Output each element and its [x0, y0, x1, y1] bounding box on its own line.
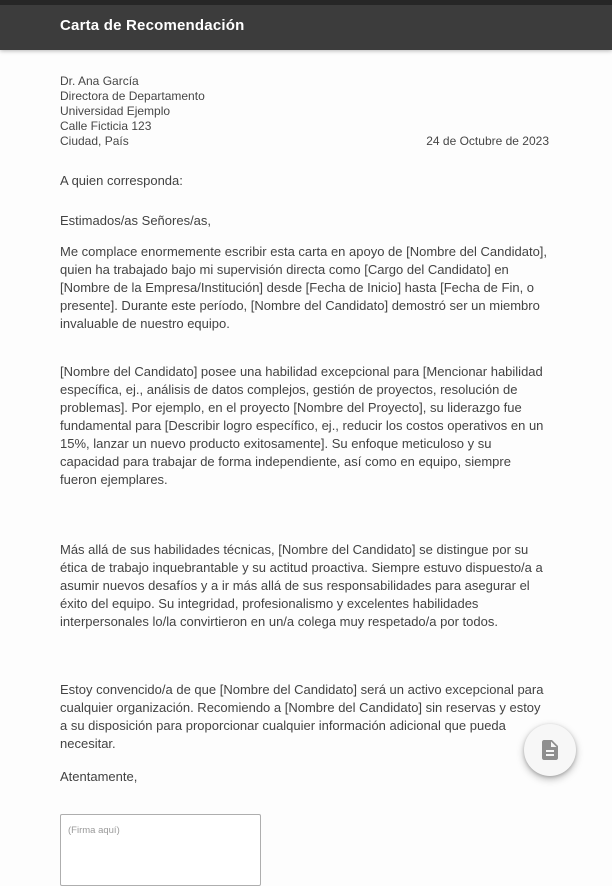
letter-paragraph: Más allá de sus habilidades técnicas, [Nombre del Candidato] se distingue por su ética de trabajo inquebrantable y su actitud proactiva. Siempre estuvo dispuesto/a a asumir nuevos desafíos y a ir más allá de sus responsabilidades para asegurar el éxito del equipo. Su integridad, profesionalismo y excelentes habilidades interpersonales lo/la convirtieron en un/a colega muy respetado/a por todos.	[60, 542, 543, 629]
sender-city: Ciudad, País	[60, 134, 129, 148]
sender-city-date-row	[60, 134, 549, 149]
recipient-line: A quien corresponda:	[60, 173, 183, 188]
letter-paragraph: [Nombre del Candidato] posee una habilidad excepcional para [Mencionar habilidad específica, ej., análisis de datos complejos, gestión de proyectos, resolución de problemas]. Por ejemplo, en el proyecto [Nombre del Proyecto], su liderazgo fue fundamental para [Describir logro específico, ej., reducir los costos operativos en un 15%, lanzar un nuevo producto exitosamente]. Su enfoque meticuloso y su capacidad para trabajar de forma independiente, así como en equipo, siempre fueron ejemplares.	[60, 364, 544, 487]
letter-paragraph: Estoy convencido/a de que [Nombre del Candidato] será un activo excepcional para cualquier organización. Recomiendo a [Nombre del Candidato] sin reservas y estoy a su disposición para proporcionar cualquier información adicional que pueda necesitar.	[60, 682, 544, 751]
closing: Atentamente,	[60, 769, 138, 784]
document-fab[interactable]	[524, 724, 576, 776]
document-icon	[538, 738, 562, 762]
signature-placeholder: (Firma aquí)	[68, 825, 120, 836]
salutation: Estimados/as Señores/as,	[60, 213, 212, 228]
app-header	[0, 0, 612, 50]
letter-date: 24 de Octubre de 2023	[426, 134, 549, 148]
sender-block	[60, 74, 549, 149]
letter-body	[0, 50, 612, 886]
sender-address: Calle Ficticia 123	[60, 119, 152, 133]
sender-title: Directora de Departamento	[60, 89, 205, 103]
signature-input[interactable]	[60, 814, 261, 886]
sender-name: Dr. Ana García	[60, 74, 139, 88]
page-title: Carta de Recomendación	[60, 16, 245, 34]
sender-organization: Universidad Ejemplo	[60, 104, 171, 118]
letter-paragraph: Me complace enormemente escribir esta carta en apoyo de [Nombre del Candidato], quien ha trabajado bajo mi supervisión directa como [Cargo del Candidato] en [Nombre de la Empresa/Institución] desde [Fecha de Inicio] hasta [Fecha de Fin, o presente]. Durante este período, [Nombre del Candidato] demostró ser un miembro invaluable de nuestro equipo.	[60, 244, 548, 331]
